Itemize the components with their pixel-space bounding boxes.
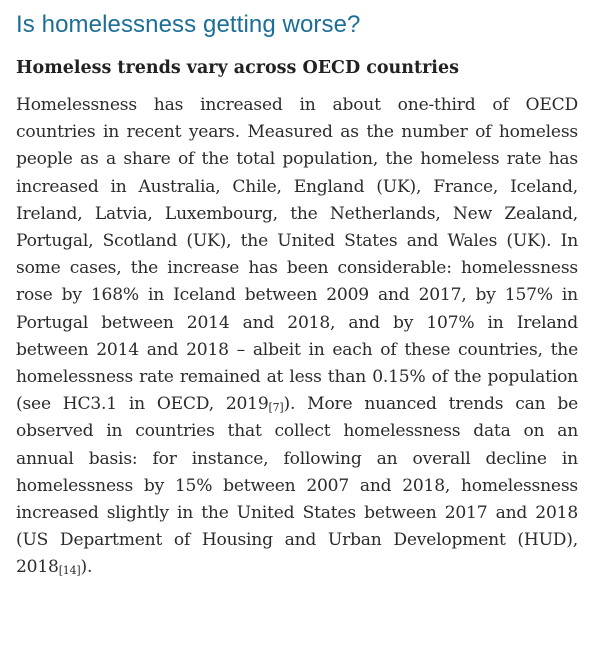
section-title: Is homelessness getting worse? [16,11,361,38]
body-paragraph [16,92,578,582]
reference-hud-2018[interactable]: [14] [58,564,81,578]
reference-oecd-2019[interactable]: [7] [268,401,284,415]
document-page [16,0,578,582]
paragraph-text-part1: Homelessness has increased in about one-third of OECD countries in recent years. Measured as the number of homeless people as a share of the total population, the homeless rate has increased in Australia, Chile, England (UK), France, Iceland, Ireland, Latvia, Luxembourg, the Netherlands, New Zealand, Portugal, Scotland (UK), the United States and Wales (UK). In some cases, the increase has been considerable: homelessness rose by 168% in Iceland between 2009 and 2017, by 157% in Portugal between 2014 and 2018, and by 107% in Ireland between 2014 and 2018 – albeit in each of these countries, the homelessness rate remained at less than 0.15% of the population (see HC3.1 in OECD, 2019 [16,95,578,415]
paragraph-text-part2: ). More nuanced trends can be observed in countries that collect homelessness data on an annual basis: for instance, following an overall decline in homelessness by 15% between 2007 and 2018, homelessness increased slightly in the United States between 2017 and 2018 (US Department of Housing and Urban Development (HUD), 2018 [16,394,578,578]
subsection-title: Homeless trends vary across OECD countries [16,58,459,78]
paragraph-text-part3: ). [80,557,93,578]
